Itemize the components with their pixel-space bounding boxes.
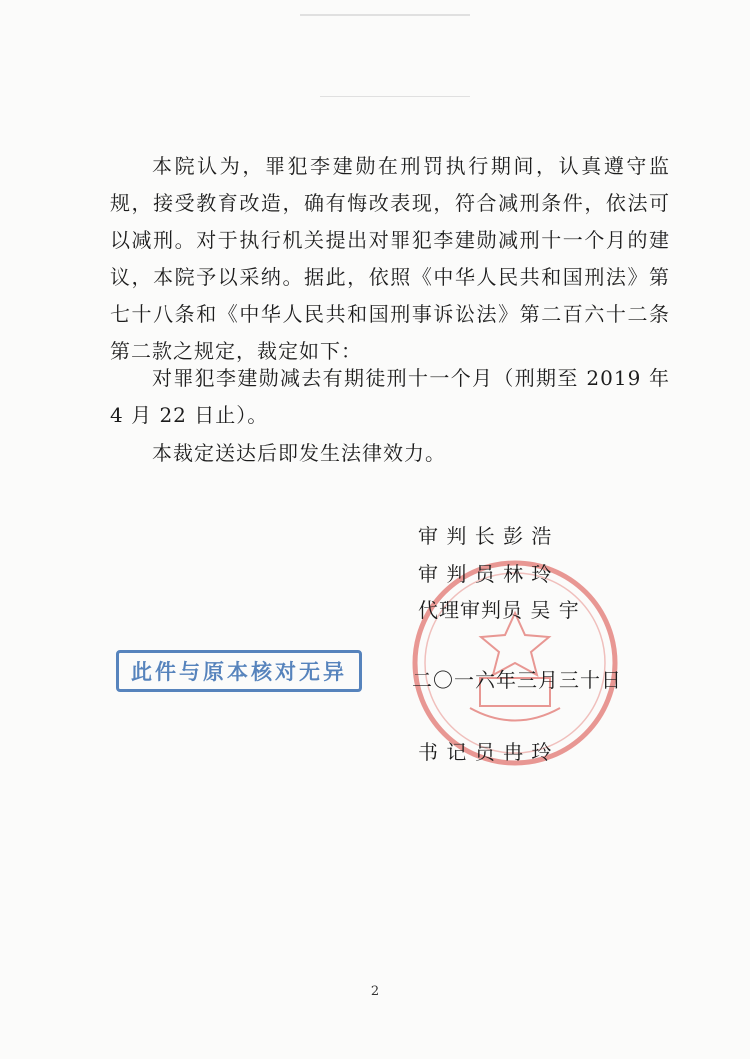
ruling-effect-paragraph: 本裁定送达后即发生法律效力。 bbox=[152, 441, 446, 465]
verification-stamp: 此件与原本核对无异 bbox=[116, 650, 362, 692]
clerk-signature: 书 记 员 冉 玲 bbox=[418, 740, 553, 764]
presiding-judge-signature: 审 判 长 彭 浩 bbox=[418, 524, 553, 548]
scan-artifact bbox=[320, 96, 470, 97]
ruling-reasoning-paragraph: 本院认为，罪犯李建勋在刑罚执行期间，认真遵守监规，接受教育改造，确有悔改表现，符合减刑条件，依法可以减刑。对于执行机关提出对罪犯李建勋减刑十一个月的建议，本院予以采纳。据此，依照《中华人民共和国刑法》第七十八条和《中华人民共和国刑事诉讼法》第二百六十二条第二款之规定，裁定如下： bbox=[110, 154, 670, 363]
ruling-date: 二〇一六年三月三十日 bbox=[412, 668, 622, 692]
ruling-decision-paragraph: 对罪犯李建勋减去有期徒刑十一个月（刑期至 2019 年 4 月 22 日止）。 bbox=[110, 366, 670, 427]
judge-signature: 审 判 员 林 玲 bbox=[418, 562, 553, 586]
page-number: 2 bbox=[370, 984, 380, 999]
acting-judge-signature: 代理审判员 吴 宇 bbox=[418, 598, 580, 622]
scan-artifact bbox=[300, 14, 470, 16]
